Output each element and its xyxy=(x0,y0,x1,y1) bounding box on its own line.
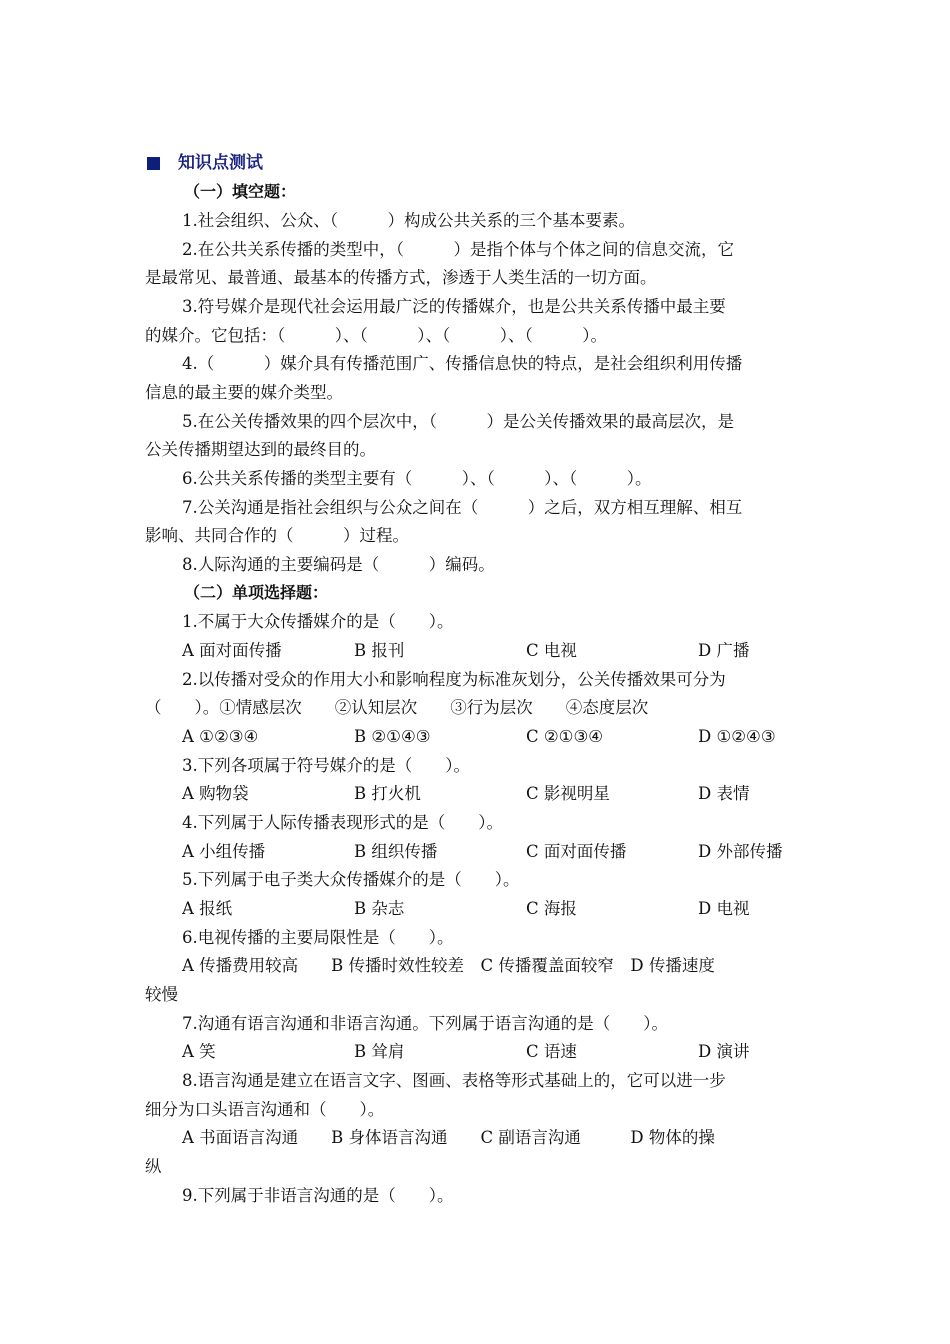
fill-q1: 1.社会组织、公众、（ ）构成公共关系的三个基本要素。 xyxy=(182,211,635,230)
fill-q2-line1: 2.在公共关系传播的类型中，（ ）是指个体与个体之间的信息交流，它 xyxy=(182,240,734,259)
fill-q4-line1: 4.（ ）媒介具有传播范围广、传播信息快的特点，是社会组织利用传播 xyxy=(182,354,743,373)
option-c: C 面对面传播 xyxy=(526,842,627,861)
choice-q2-line2: （ ）。①情感层次 ②认知层次 ③行为层次 ④态度层次 xyxy=(145,698,649,717)
heading-title: 知识点测试 xyxy=(178,153,263,173)
option-c: C 海报 xyxy=(526,899,577,918)
section-heading xyxy=(147,152,263,174)
choice-q8-line2: 细分为口头语言沟通和（ ）。 xyxy=(145,1100,385,1119)
option-c: C 语速 xyxy=(526,1042,577,1061)
option-d: D 表情 xyxy=(698,784,750,803)
choice-q2-options xyxy=(182,726,822,748)
option-a: A 笑 xyxy=(182,1042,216,1061)
fill-q2-line2: 是最常见、最普通、最基本的传播方式，渗透于人类生活的一切方面。 xyxy=(145,268,657,287)
choice-q5-options xyxy=(182,898,822,920)
option-c: C ②①③④ xyxy=(526,727,604,746)
fill-q3-line1: 3.符号媒介是现代社会运用最广泛的传播媒介，也是公共关系传播中最主要 xyxy=(182,297,726,316)
option-a: A 小组传播 xyxy=(182,842,266,861)
option-b: B ②①④③ xyxy=(354,727,431,746)
choice-q6-options-line2: 较慢 xyxy=(145,985,178,1004)
choice-q7: 7.沟通有语言沟通和非语言沟通。下列属于语言沟通的是（ ）。 xyxy=(182,1014,668,1033)
choice-q7-options xyxy=(182,1041,822,1063)
fill-section-title: （一）填空题： xyxy=(184,182,297,201)
fill-q7-line2: 影响、共同合作的（ ）过程。 xyxy=(145,526,409,545)
choice-q8-options-line2: 纵 xyxy=(145,1157,162,1176)
option-b: B 打火机 xyxy=(354,784,421,803)
option-b: B 报刊 xyxy=(354,641,405,660)
choice-section-title: （二）单项选择题： xyxy=(184,583,329,602)
choice-q1: 1.不属于大众传播媒介的是（ ）。 xyxy=(182,612,454,631)
choice-q1-options xyxy=(182,640,822,662)
option-c: C 电视 xyxy=(526,641,577,660)
choice-q2-line1: 2.以传播对受众的作用大小和影响程度为标准灰划分，公关传播效果可分为 xyxy=(182,670,726,689)
choice-q8-options-line1: A 书面语言沟通 B 身体语言沟通 C 副语言沟通 D 物体的操 xyxy=(182,1128,715,1147)
choice-q4: 4.下列属于人际传播表现形式的是（ ）。 xyxy=(182,813,503,832)
option-d: D ①②④③ xyxy=(698,727,776,746)
fill-q5-line1: 5.在公关传播效果的四个层次中，（ ）是公关传播效果的最高层次，是 xyxy=(182,412,734,431)
fill-q6: 6.公共关系传播的类型主要有（ ）、（ ）、（ ）。 xyxy=(182,469,652,488)
option-b: B 耸肩 xyxy=(354,1042,405,1061)
choice-q3: 3.下列各项属于符号媒介的是（ ）。 xyxy=(182,756,470,775)
choice-q5: 5.下列属于电子类大众传播媒介的是（ ）。 xyxy=(182,870,520,889)
option-b: B 杂志 xyxy=(354,899,405,918)
option-d: D 外部传播 xyxy=(698,842,783,861)
fill-q7-line1: 7.公关沟通是指社会组织与公众之间在（ ）之后，双方相互理解、相互 xyxy=(182,498,743,517)
choice-q9: 9.下列属于非语言沟通的是（ ）。 xyxy=(182,1186,454,1205)
choice-q8-line1: 8.语言沟通是建立在语言文字、图画、表格等形式基础上的，它可以进一步 xyxy=(182,1071,726,1090)
choice-q6: 6.电视传播的主要局限性是（ ）。 xyxy=(182,928,454,947)
choice-q3-options xyxy=(182,783,822,805)
fill-q5-line2: 公关传播期望达到的最终目的。 xyxy=(145,440,376,459)
fill-q3-line2: 的媒介。它包括：（ ）、（ ）、（ ）、（ ）。 xyxy=(145,326,607,345)
choice-q6-options-line1: A 传播费用较高 B 传播时效性较差 C 传播覆盖面较窄 D 传播速度 xyxy=(182,956,715,975)
square-bullet-icon xyxy=(147,157,160,170)
option-a: A ①②③④ xyxy=(182,727,259,746)
option-d: D 电视 xyxy=(698,899,750,918)
option-b: B 组织传播 xyxy=(354,842,438,861)
option-a: A 面对面传播 xyxy=(182,641,282,660)
option-c: C 影视明星 xyxy=(526,784,610,803)
fill-q4-line2: 信息的最主要的媒介类型。 xyxy=(145,383,343,402)
option-d: D 演讲 xyxy=(698,1042,750,1061)
option-d: D 广播 xyxy=(698,641,750,660)
fill-q8: 8.人际沟通的主要编码是（ ）编码。 xyxy=(182,555,495,574)
option-a: A 报纸 xyxy=(182,899,233,918)
choice-q4-options xyxy=(182,841,822,863)
option-a: A 购物袋 xyxy=(182,784,249,803)
